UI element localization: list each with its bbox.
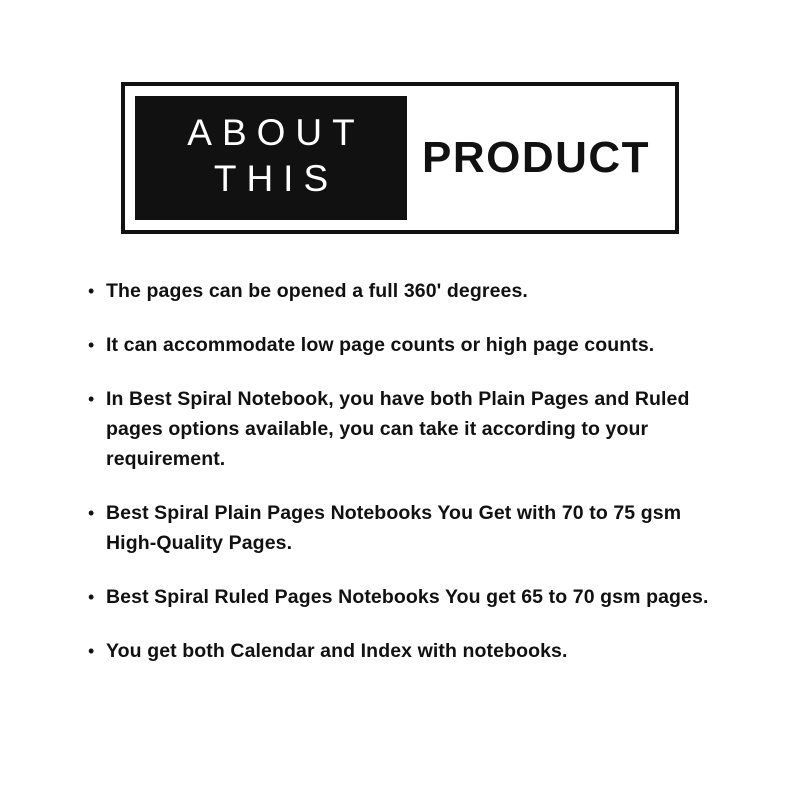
header-line-product: PRODUCT: [421, 133, 651, 182]
banner-light-block: [407, 96, 665, 220]
bullet-icon: •: [88, 641, 95, 661]
product-feature-list: [88, 276, 736, 690]
list-item-text: In Best Spiral Notebook, you have both Plain Pages and Ruled pages options available, you can take it according to your requirement.: [106, 388, 690, 470]
bullet-icon: •: [88, 503, 95, 523]
bullet-icon: •: [88, 335, 95, 355]
list-item-text: The pages can be opened a full 360' degrees.: [106, 280, 528, 302]
list-item-text: Best Spiral Plain Pages Notebooks You Get with 70 to 75 gsm High-Quality Pages.: [106, 502, 682, 554]
about-this-product-banner: [121, 82, 679, 234]
list-item: [88, 636, 736, 666]
list-item: [88, 384, 736, 474]
list-item: [88, 498, 736, 558]
bullet-icon: •: [88, 281, 95, 301]
list-item: [88, 276, 736, 306]
bullet-icon: •: [88, 587, 95, 607]
header-line-about: ABOUT: [187, 111, 365, 153]
header-line-this: THIS: [213, 158, 339, 199]
banner-dark-block: [135, 96, 407, 220]
list-item-text: You get both Calendar and Index with notebooks.: [106, 640, 568, 662]
list-item: [88, 330, 736, 360]
list-item-text: It can accommodate low page counts or high page counts.: [106, 334, 655, 356]
list-item-text: Best Spiral Ruled Pages Notebooks You get 65 to 70 gsm pages.: [106, 586, 709, 608]
list-item: [88, 582, 736, 612]
bullet-icon: •: [88, 389, 95, 409]
banner-inner: [135, 96, 665, 220]
